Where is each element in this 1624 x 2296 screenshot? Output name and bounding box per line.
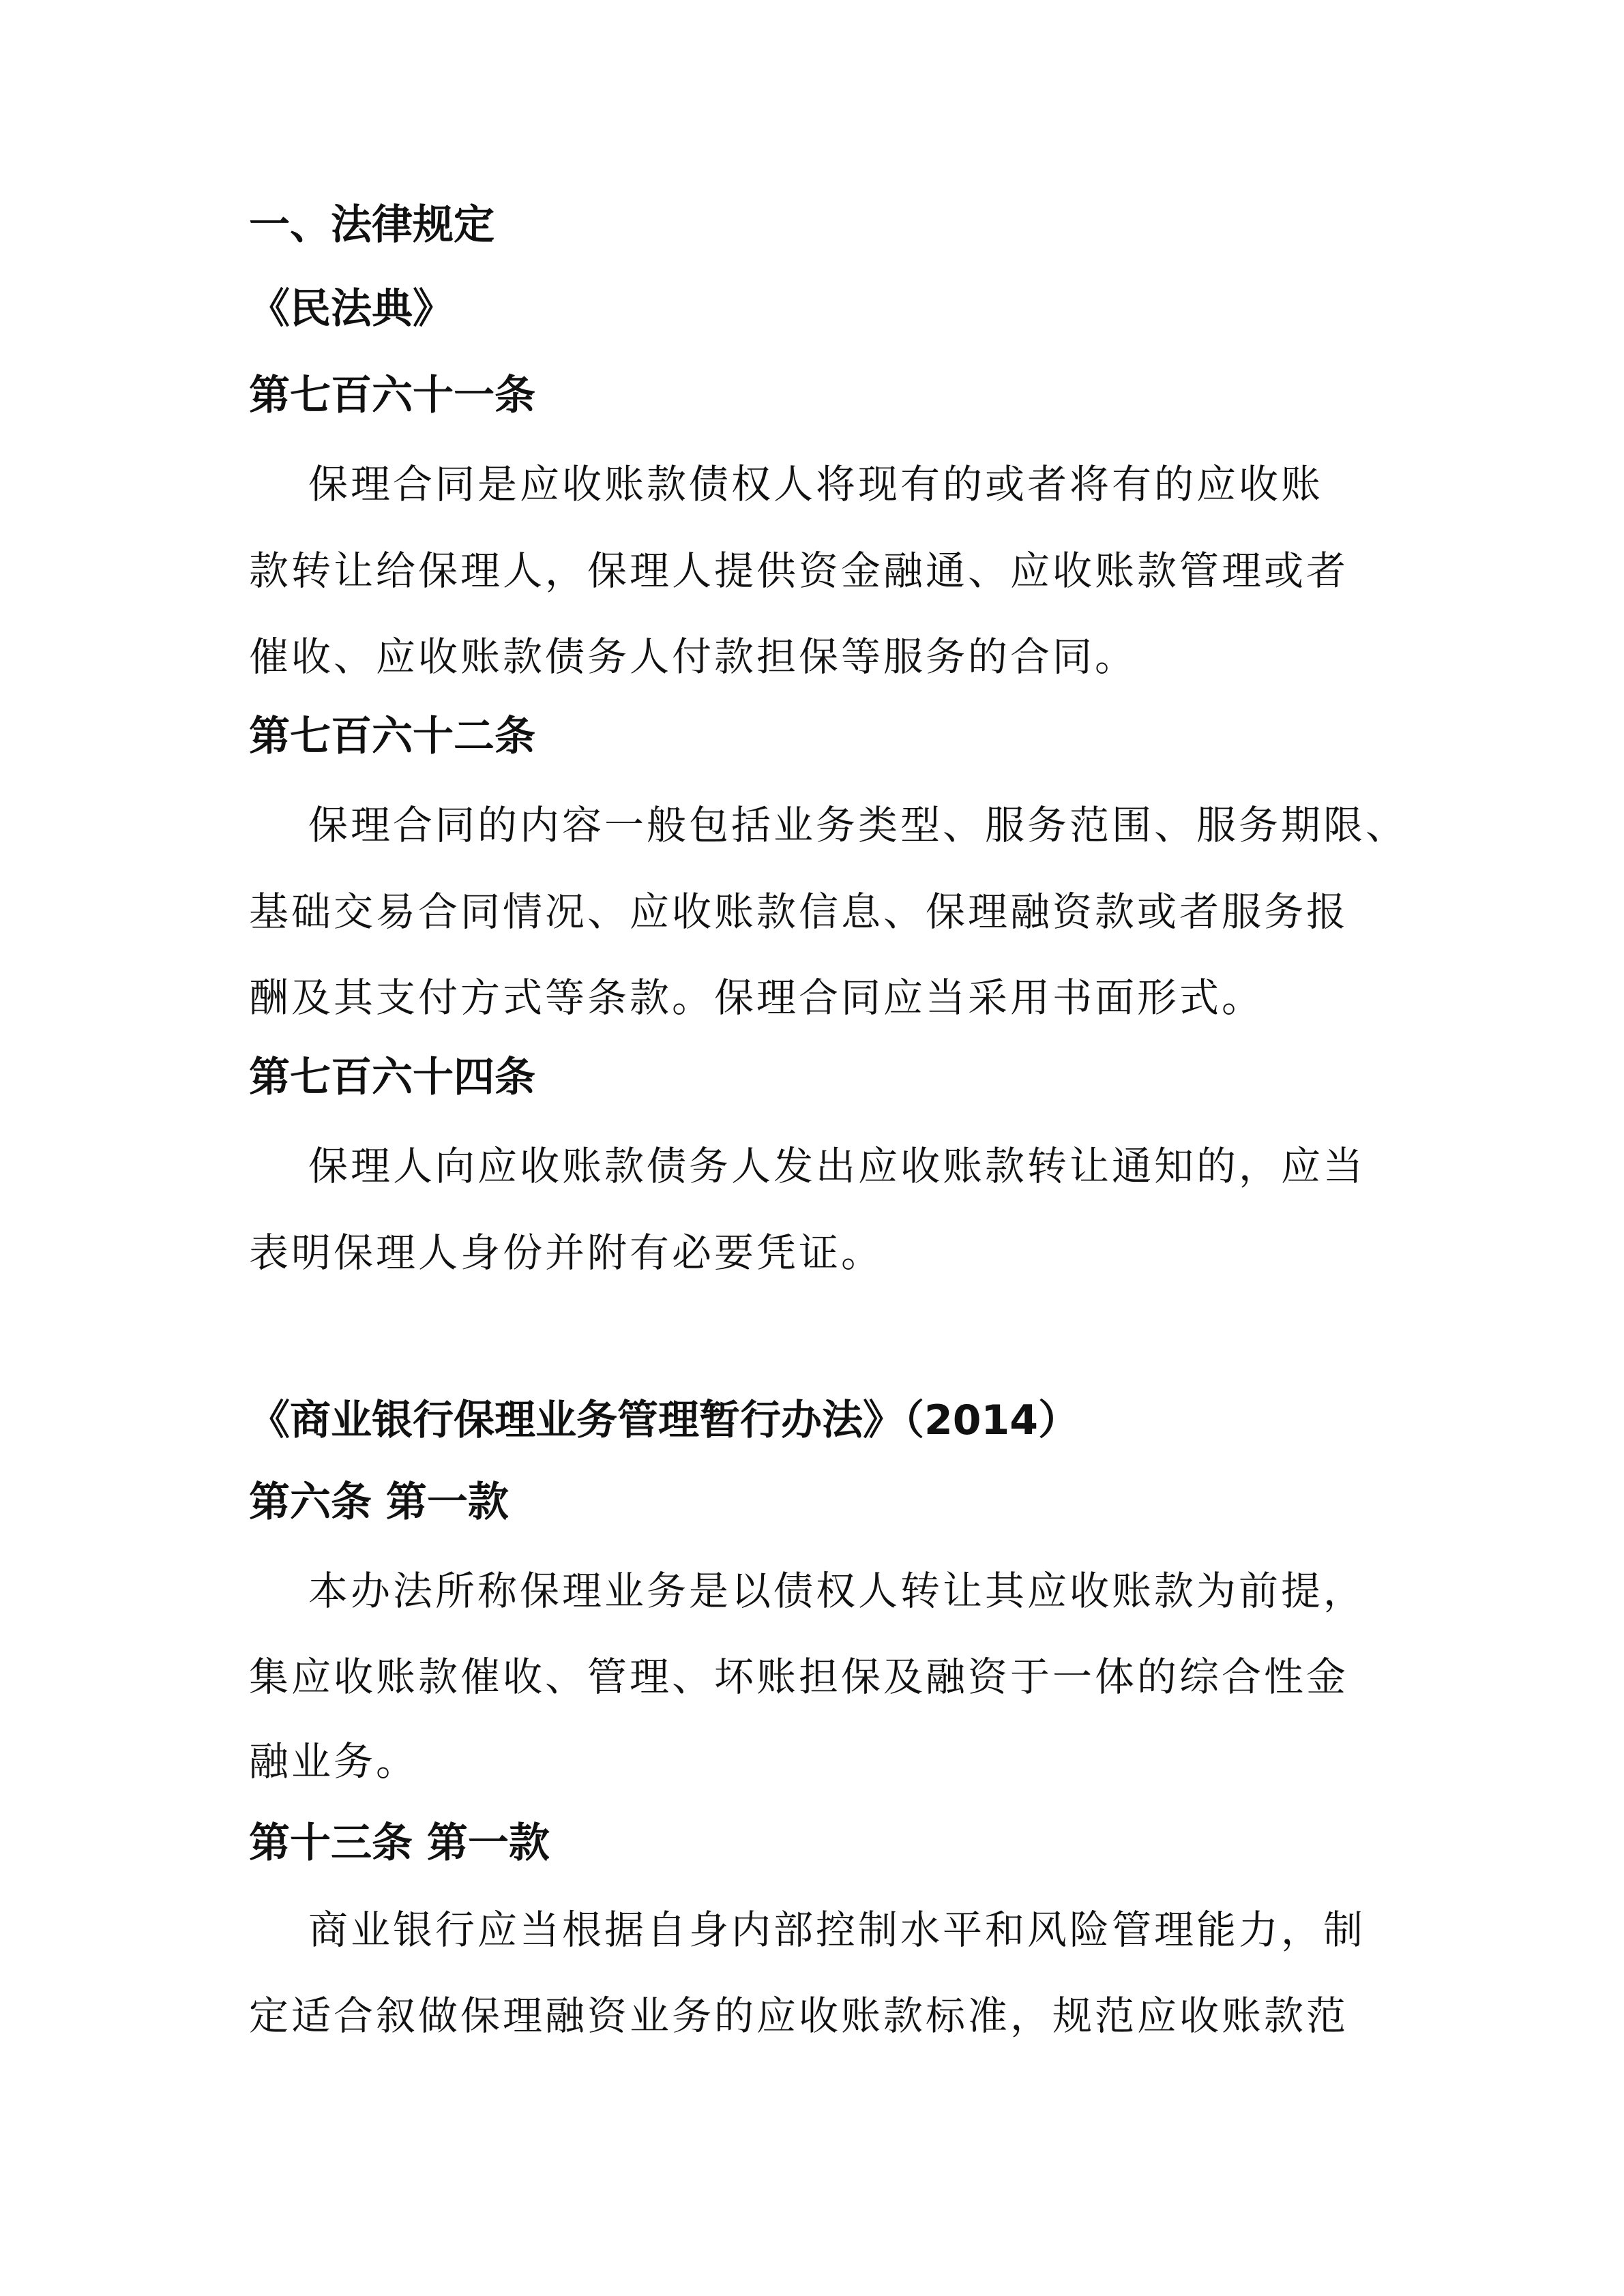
article-762-line-1: 保理合同的内容一般包括业务类型、服务范围、服务期限、 [308,802,1408,848]
article-764-line-2: 表明保理人身份并附有必要凭证。 [249,1229,884,1276]
article-heading-764: 第七百六十四条 [249,1054,535,1101]
article-13-line-2: 定适合叙做保理融资业务的应收账款标准，规范应收账款范 [249,1993,1349,2039]
law-title-civil-code: 《民法典》 [249,285,454,333]
article-heading-762: 第七百六十二条 [249,713,535,760]
article-heading-13: 第十三条 第一款 [249,1819,550,1867]
article-13-line-1: 商业银行应当根据自身内部控制水平和风险管理能力，制 [308,1907,1366,1953]
law-title-factoring-measures: 《商业银行保理业务管理暂行办法》（2014） [249,1397,1079,1444]
article-761-line-2: 款转让给保理人，保理人提供资金融通、应收账款管理或者 [249,548,1349,594]
article-761-line-1: 保理合同是应收账款债权人将现有的或者将有的应收账 [308,461,1324,507]
article-762-line-3: 酬及其支付方式等条款。保理合同应当采用书面形式。 [249,974,1265,1021]
article-6-line-1: 本办法所称保理业务是以债权人转让其应收账款为前提， [308,1568,1366,1614]
article-6-line-3: 融业务。 [249,1738,419,1785]
article-764-line-1: 保理人向应收账款债务人发出应收账款转让通知的，应当 [308,1143,1366,1189]
article-6-line-2: 集应收账款催收、管理、坏账担保及融资于一体的综合性金 [249,1654,1349,1700]
article-heading-761: 第七百六十一条 [249,372,535,419]
article-762-line-2: 基础交易合同情况、应收账款信息、保理融资款或者服务报 [249,889,1349,935]
article-761-line-3: 催收、应收账款债务人付款担保等服务的合同。 [249,633,1138,680]
article-heading-6: 第六条 第一款 [249,1478,509,1526]
section-title: 一、法律规定 [249,201,494,249]
